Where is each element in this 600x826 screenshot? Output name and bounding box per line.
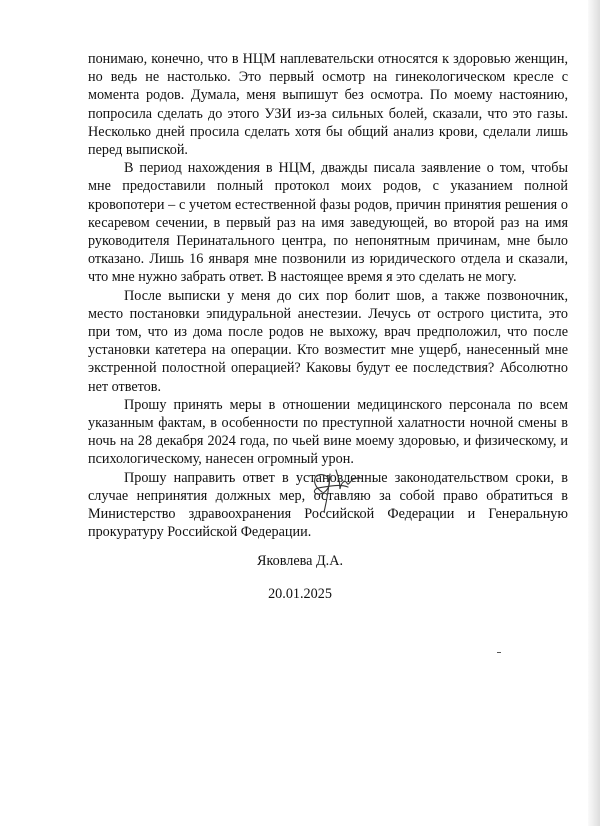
letter-date: 20.01.2025	[268, 586, 332, 602]
paragraph-1: понимаю, конечно, что в НЦМ наплевательски относятся к здоровью женщин, но ведь не настолько. Это первый осмотр на гинекологическом кресле с момента родов. Думала, меня выпишут без осмотра. По моему настоянию, попросила сделать до этого УЗИ из-за сильных болей, сказали, что это газы. Несколько дней просила сделать хотя бы общий анализ крови, сделали лишь перед выпиской.	[88, 51, 568, 159]
page-edge-shadow	[588, 0, 600, 826]
paragraph-5: Прошу направить ответ в установленные законодательством сроки, в случае непринятия должных мер, оставляю за собой право обратиться в Министерство здравоохранения Российской Федерации и Генеральную прокуратуру Российской Федерации.	[88, 469, 568, 541]
paragraph-3: После выписки у меня до сих пор болит шов, а также позвоночник, место постановки эпидуральной анестезии. Лечусь от острого цистита, это при том, что из дома после родов не выхожу, врач предположил, что после установки катетера на операции. Кто возместит мне ущерб, нанесенный мне экстренной полостной операцией? Каковы будут ее последствия? Абсолютно нет ответов.	[88, 287, 568, 395]
scan-mark	[497, 652, 501, 653]
paragraph-4: Прошу принять меры в отношении медицинского персонала по всем указанным фактам, в особенности по преступной халатности ночной смены в ночь на 28 декабря 2024 года, по чьей вине моему здоровью, и физическому, и психологическому, нанесен огромный урон.	[88, 396, 568, 468]
signatory-name: Яковлева Д.А.	[257, 553, 343, 569]
paragraph-2: В период нахождения в НЦМ, дважды писала заявление о том, чтобы мне предоставили полный протокол моих родов, с указанием полной кровопотери – с учетом естественной фазы родов, причин принятия решения о кесаревом сечении, в первый раз на имя заведующей, во второй раз на имя руководителя Перинатального центра, по непонятным причинам, мне было отказано. Лишь 16 января мне позвонили из юридического отдела и сказали, что мне нужно забрать ответ. В настоящее время я это сделать не могу.	[88, 160, 568, 286]
handwritten-signature	[300, 462, 370, 517]
